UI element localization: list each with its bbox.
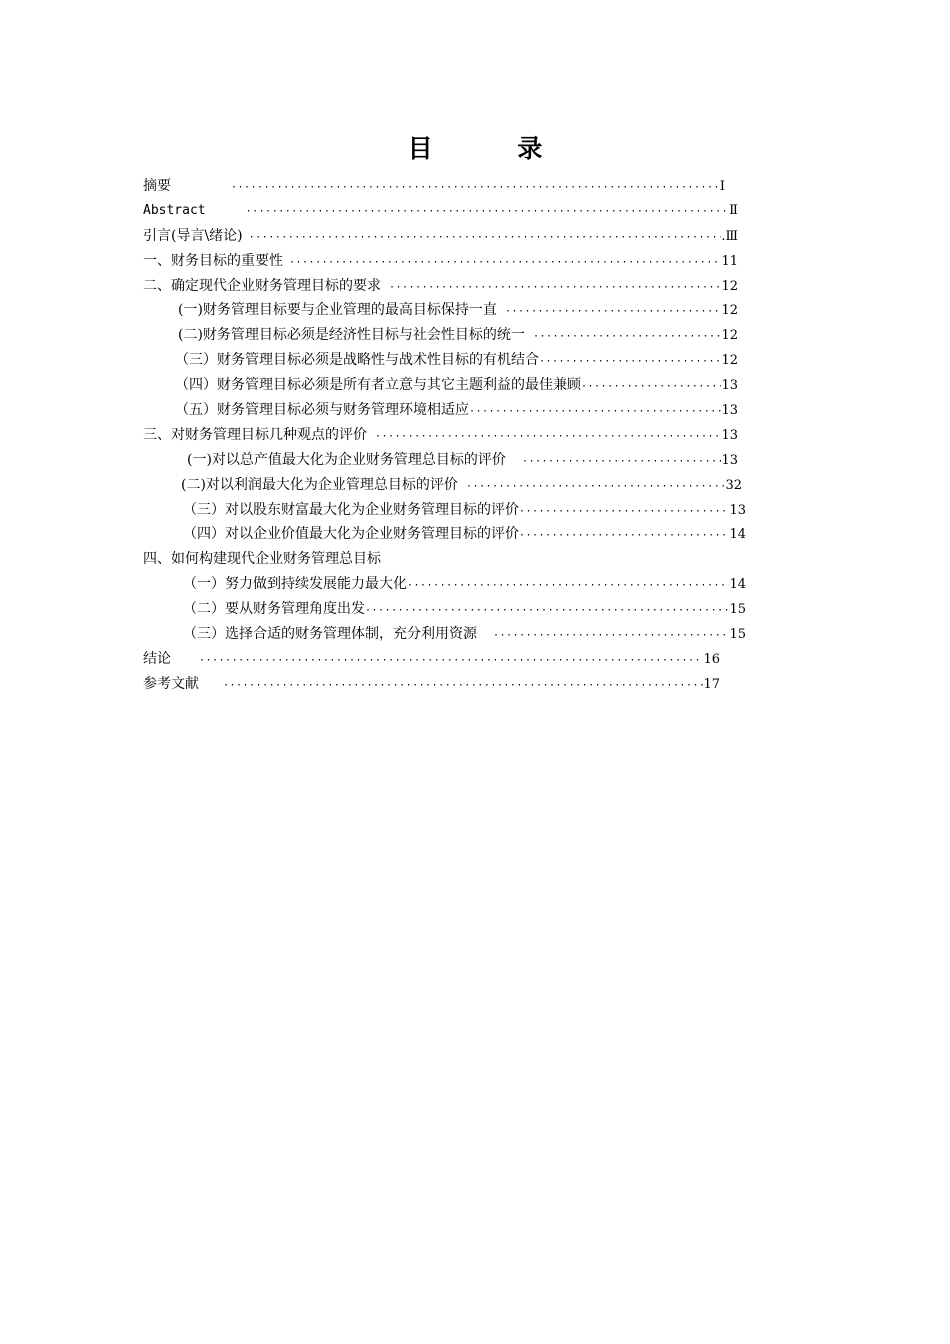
- toc-entry-label: 三、对财务管理目标几种观点的评价: [143, 426, 367, 443]
- toc-entry[interactable]: [143, 522, 746, 547]
- toc-entry-label: (一)财务管理目标要与企业管理的最高目标保持一直: [178, 302, 497, 319]
- toc-leader-dots: [249, 226, 722, 251]
- toc-entry-label: 结论: [143, 650, 171, 667]
- toc-leader-dots: [505, 300, 722, 325]
- toc-leader-dots: [469, 400, 721, 425]
- toc-entry-label: 参考文献: [143, 675, 199, 692]
- toc-page-number: 15: [729, 627, 746, 643]
- toc-entry-label: (二)财务管理目标必须是经济性目标与社会性目标的统一: [178, 327, 525, 344]
- toc-entry[interactable]: [143, 199, 738, 224]
- toc-entry-label: 二、确定现代企业财务管理目标的要求: [143, 277, 381, 294]
- toc-page-number: 13: [721, 378, 738, 394]
- toc-entry-label: (一)对以总产值最大化为企业财务管理总目标的评价: [187, 451, 506, 468]
- toc-page-number: 15: [729, 602, 746, 618]
- toc-entry-label: （四）财务管理目标必须是所有者立意与其它主题利益的最佳兼顾: [175, 377, 581, 394]
- toc-entry[interactable]: [143, 473, 742, 498]
- toc-leader-dots: [223, 674, 703, 699]
- toc-entry[interactable]: [143, 572, 746, 597]
- toc-entry-label: （三）选择合适的财务管理体制，充分利用资源: [183, 626, 477, 643]
- toc-entry-label: （三）对以股东财富最大化为企业财务管理目标的评价: [183, 501, 519, 518]
- toc-entry[interactable]: [143, 597, 746, 622]
- toc-title: 目 录: [407, 134, 581, 163]
- toc-page-number: 13: [721, 452, 738, 468]
- toc-page-number: 32: [725, 477, 742, 493]
- toc-list: [143, 174, 763, 697]
- toc-entry-label: 四、如何构建现代企业财务管理总目标: [143, 551, 381, 568]
- toc-entry[interactable]: [143, 174, 725, 199]
- toc-page-number: 13: [721, 403, 738, 419]
- toc-page-number: 13: [729, 502, 746, 518]
- toc-entry[interactable]: [143, 398, 738, 423]
- toc-leader-dots: [522, 450, 722, 475]
- toc-leader-dots: [519, 500, 729, 525]
- toc-leader-dots: [375, 425, 721, 450]
- toc-leader-dots: [581, 375, 721, 400]
- toc-leader-dots: [231, 176, 720, 201]
- toc-page-number: 12: [721, 353, 738, 369]
- toc-entry-label: 引言(导言\绪论): [143, 227, 243, 244]
- toc-entry[interactable]: [143, 298, 738, 323]
- toc-page-number: 12: [721, 278, 738, 294]
- toc-page-number: 14: [729, 577, 746, 593]
- toc-leader-dots: [289, 251, 721, 276]
- toc-entry[interactable]: [143, 224, 738, 249]
- toc-entry[interactable]: [143, 547, 738, 572]
- toc-page-number: 13: [721, 427, 738, 443]
- toc-leader-dots: [539, 350, 721, 375]
- toc-leader-dots: [365, 599, 729, 624]
- toc-entry-label: Abstract: [143, 202, 206, 218]
- toc-entry[interactable]: [143, 672, 720, 697]
- toc-entry-label: 一、财务目标的重要性: [143, 252, 283, 269]
- toc-entry[interactable]: [143, 622, 746, 647]
- toc-entry[interactable]: [143, 373, 738, 398]
- toc-entry-label: 摘要: [143, 178, 171, 194]
- toc-entry-label: （四）对以企业价值最大化为企业财务管理目标的评价: [183, 526, 519, 543]
- toc-entry[interactable]: [143, 274, 738, 299]
- toc-page-number: Ⅱ: [729, 202, 738, 218]
- toc-entry-label: （一）努力做到持续发展能力最大化: [183, 576, 407, 593]
- toc-page-number: .Ⅲ: [721, 228, 738, 244]
- toc-page-number: 16: [703, 651, 720, 667]
- toc-page-number: I: [719, 179, 725, 194]
- toc-leader-dots: [246, 200, 730, 225]
- toc-entry-label: （五）财务管理目标必须与财务管理环境相适应: [175, 402, 469, 419]
- toc-entry[interactable]: [143, 647, 720, 672]
- toc-entry[interactable]: [143, 348, 738, 373]
- toc-page-number: 17: [703, 676, 720, 692]
- toc-entry-label: （二）要从财务管理角度出发: [183, 601, 365, 618]
- toc-leader-dots: [533, 325, 722, 350]
- toc-entry-label: (二)对以利润最大化为企业管理总目标的评价: [181, 476, 458, 493]
- toc-leader-dots: [389, 276, 721, 301]
- toc-entry[interactable]: [143, 423, 738, 448]
- toc-leader-dots: [466, 475, 726, 500]
- toc-page-number: 11: [721, 253, 738, 269]
- toc-leader-dots: [519, 524, 729, 549]
- toc-leader-dots: [493, 624, 729, 649]
- toc-entry-label: （三）财务管理目标必须是战略性与战术性目标的有机结合: [175, 352, 539, 369]
- toc-entry[interactable]: [143, 448, 738, 473]
- toc-leader-dots: [407, 574, 729, 599]
- toc-page-number: 12: [721, 328, 738, 344]
- toc-entry[interactable]: [143, 323, 738, 348]
- toc-entry[interactable]: [143, 498, 746, 523]
- toc-entry[interactable]: [143, 249, 738, 274]
- toc-leader-dots: [199, 649, 703, 674]
- toc-page-number: 14: [729, 527, 746, 543]
- toc-page-number: 12: [721, 303, 738, 319]
